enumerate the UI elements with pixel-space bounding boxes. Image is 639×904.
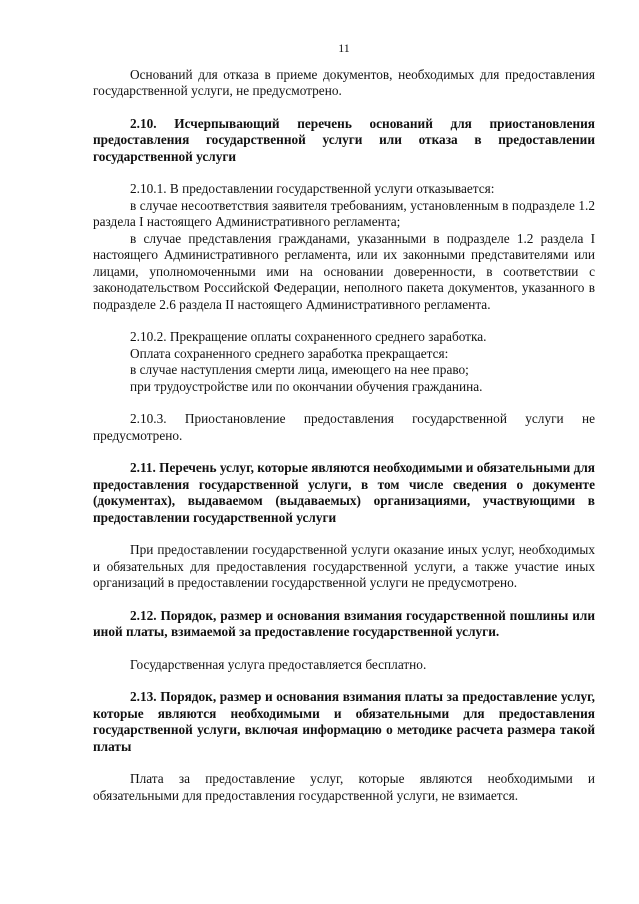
paragraph-death-case: в случае наступления смерти лица, имеющего на нее право; [130, 362, 469, 377]
paragraph-no-fee: Плата за предоставление услуг, которые являются необходимыми и обязательными для предоставления государственной услуги, не взимается. [93, 771, 595, 803]
paragraph-2-10-3: 2.10.3. Приостановление предоставления государственной услуги не предусмотрено. [93, 411, 595, 443]
document-page [93, 40, 595, 804]
paragraph-payment-stops: Оплата сохраненного среднего заработка прекращается: [130, 345, 449, 361]
heading-2-10: 2.10. Исчерпывающий перечень оснований для приостановления предоставления государственной услуги или отказа в предоставлении государственной услуги [93, 115, 595, 164]
page-number: 11 [338, 41, 350, 55]
heading-2-12: 2.12. Порядок, размер и основания взимания государственной пошлины или иной платы, взимаемой за предоставление государственной услуги. [93, 607, 595, 639]
paragraph-other-services: При предоставлении государственной услуги оказание иных услуг, необходимых и обязательных для предоставления государственной услуги, а также участие иных организаций в предоставлении государственной услуги не предусмотрено. [93, 542, 595, 590]
paragraph-2-10-2: 2.10.2. Прекращение оплаты сохраненного среднего заработка. [130, 329, 487, 344]
heading-2-11: 2.11. Перечень услуг, которые являются необходимыми и обязательными для предоставления государственной услуги, в том числе сведения о документе (документах), выдаваемом (выдаваемых) организациями, участвующими в предоставлении государственной услуги [93, 460, 595, 525]
paragraph-2-10-1: 2.10.1. В предоставлении государственной услуги отказывается: [130, 181, 495, 196]
heading-2-13: 2.13. Порядок, размер и основания взимания платы за предоставление услуг, которые являются необходимыми и обязательными для предоставления государственной услуги, включая информацию о методике расчета размера такой платы [93, 689, 595, 754]
paragraph-no-refusal-grounds: Оснований для отказа в приеме документов, необходимых для предоставления государственной услуги, не предусмотрено. [93, 66, 595, 98]
paragraph-employment-case: при трудоустройстве или по окончании обучения гражданина. [130, 378, 483, 394]
paragraph-requirements-mismatch: в случае несоответствия заявителя требованиям, установленным в подразделе 1.2 раздела I настоящего Административного регламента; [93, 197, 595, 229]
paragraph-free-service: Государственная услуга предоставляется бесплатно. [130, 656, 427, 672]
paragraph-incomplete-documents: в случае представления гражданами, указанными в подразделе 1.2 раздела I настоящего Административного регламента, или их законными представителями или лицами, уполномоченными ими на основании доверенности, в соответствии с законодательством Российской Федерации, неполного пакета документов, указанного в подразделе 2.6 раздела II настоящего Административного регламента. [93, 230, 595, 312]
